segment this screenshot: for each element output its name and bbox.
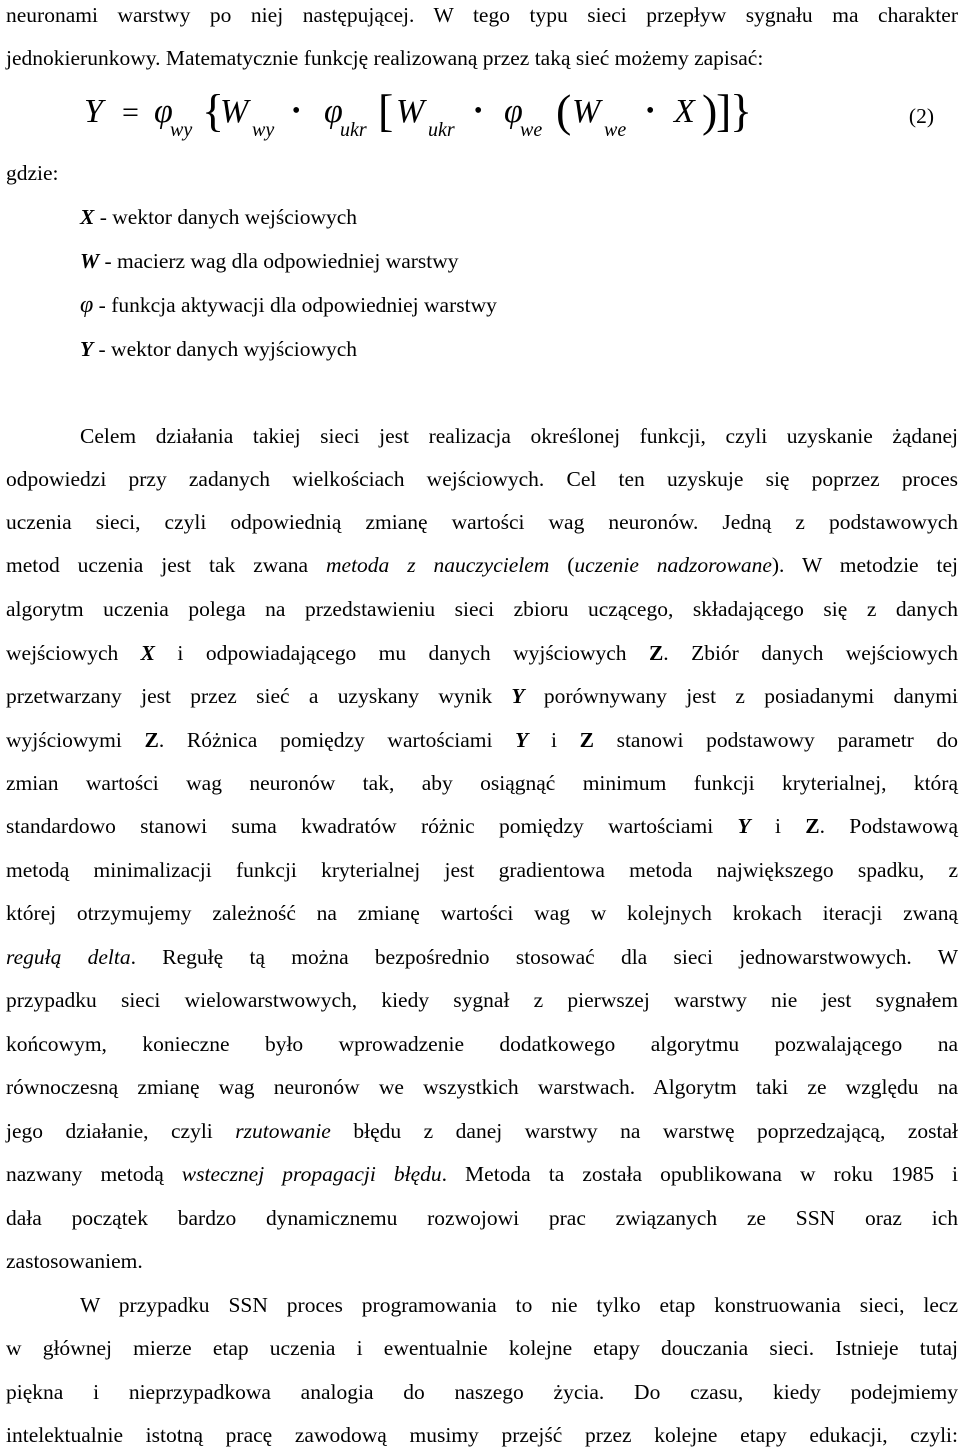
eq-dot-2: • bbox=[474, 98, 483, 124]
p1-line-14: przypadku sieci wielowarstwowych, kiedy sygnał z pierwszej warstwy nie jest sygnałem bbox=[6, 988, 958, 1012]
eq-phi-we: φ bbox=[504, 93, 523, 130]
p1-line-19: dała początek bardzo dynamicznemu rozwojowi prac związanych ze SSN oraz ich bbox=[6, 1206, 958, 1230]
equation-formula bbox=[84, 72, 960, 152]
eq-phi-ukr: φ bbox=[324, 93, 343, 130]
p1-line-3: uczenia sieci, czyli odpowiednią zmianę wartości wag neuronów. Jedną z podstawowych bbox=[6, 510, 958, 534]
p1-line-8: wyjściowymi Z. Różnica pomiędzy wartościami Y i Z stanowi podstawowy parametr do bbox=[6, 728, 958, 752]
p1-line-6: wejściowych X i odpowiadającego mu danych wyjściowych Z. Zbiór danych wejściowych bbox=[6, 641, 958, 665]
p1-line-18: nazwany metodą wstecznej propagacji błędu. Metoda ta została opublikowana w roku 1985 i bbox=[6, 1162, 958, 1186]
eq-dot-1: • bbox=[292, 98, 301, 124]
eq-sub-ukr-1: ukr bbox=[340, 119, 367, 141]
p1-line-11: metodą minimalizacji funkcji kryterialnej jest gradientowa metoda największego spadku, z bbox=[6, 858, 958, 882]
p1-line-15: końcowym, konieczne było wprowadzenie dodatkowego algorytmu pozwalającego na bbox=[6, 1032, 958, 1056]
eq-Y: Y bbox=[84, 93, 103, 130]
svg-text:(: ( bbox=[556, 85, 572, 136]
p1-line-4: metod uczenia jest tak zwana metoda z nauczycielem (uczenie nadzorowane). W metodzie tej bbox=[6, 553, 958, 577]
eq-W-ukr: W bbox=[396, 93, 425, 130]
eq-sub-wy-1: wy bbox=[170, 119, 193, 141]
eq-sub-ukr-2: ukr bbox=[428, 119, 455, 141]
eq-X: X bbox=[674, 93, 695, 130]
svg-text:]: ] bbox=[716, 85, 732, 136]
eq-sub-wy-2: wy bbox=[252, 119, 275, 141]
p1-line-2: odpowiedzi przy zadanych wielkościach wejściowych. Cel ten uzyskuje się poprzez proces bbox=[6, 467, 958, 491]
p1-line-17: jego działanie, czyli rzutowanie błędu z danej warstwy na warstwę poprzedzającą, został bbox=[6, 1119, 958, 1143]
p2-line-4: intelektualnie istotną pracę zawodową musimy przejść przez kolejne etapy edukacji, czyli: bbox=[6, 1423, 958, 1447]
definition-phi: φ - funkcja aktywacji dla odpowiedniej warstwy bbox=[80, 292, 497, 318]
intro-line-2: jednokierunkowy. Matematycznie funkcję realizowaną przez taką sieć możemy zapisać: bbox=[6, 46, 764, 70]
p1-line-1: Celem działania takiej sieci jest realizacja określonej funkcji, czyli uzyskanie żądanej bbox=[80, 424, 958, 448]
svg-text:}: } bbox=[730, 85, 753, 136]
p1-line-5: algorytm uczenia polega na przedstawieniu sieci zbioru uczącego, składającego się z danych bbox=[6, 597, 958, 621]
intro-line-1: neuronami warstwy po niej następującej. W tego typu sieci przepływ sygnału ma charakter bbox=[6, 3, 958, 27]
p2-line-3: piękna i nieprzypadkowa analogia do naszego życia. Do czasu, kiedy podejmiemy bbox=[6, 1380, 958, 1404]
p1-line-10: standardowo stanowi suma kwadratów różnic pomiędzy wartościami Y i Z. Podstawową bbox=[6, 814, 958, 838]
eq-dot-3: • bbox=[646, 98, 655, 124]
p1-line-13: regułą delta. Regułę tą można bezpośrednio stosować dla sieci jednowarstwowych. W bbox=[6, 945, 958, 969]
p1-line-7: przetwarzany jest przez sieć a uzyskany wynik Y porównywany jest z posiadanymi danymi bbox=[6, 684, 958, 708]
p2-line-1: W przypadku SSN proces programowania to nie tylko etap konstruowania sieci, lecz bbox=[80, 1293, 958, 1317]
eq-W-wy: W bbox=[220, 93, 249, 130]
definition-X: X - wektor danych wejściowych bbox=[80, 205, 358, 229]
p1-line-20: zastosowaniem. bbox=[6, 1249, 143, 1273]
eq-sub-we-2: we bbox=[604, 119, 627, 141]
svg-text:): ) bbox=[702, 85, 718, 136]
eq-phi-wy: φ bbox=[154, 93, 173, 130]
p1-line-12: której otrzymujemy zależność na zmianę wartości wag w kolejnych krokach iteracji zwaną bbox=[6, 901, 958, 925]
definition-Y: Y - wektor danych wyjściowych bbox=[80, 337, 358, 361]
p2-line-2: w głównej mierze etap uczenia i ewentualnie kolejne etapy douczania sieci. Istnieje tutaj bbox=[6, 1336, 958, 1360]
eq-equals: = bbox=[122, 96, 139, 129]
eq-W-we: W bbox=[572, 93, 601, 130]
p1-line-16: równoczesną zmianę wag neuronów we wszystkich warstwach. Algorytm taki ze względu na bbox=[6, 1075, 958, 1099]
equation-number: (2) bbox=[908, 104, 934, 128]
gdzie-label: gdzie: bbox=[6, 161, 59, 185]
equation-2 bbox=[84, 72, 960, 152]
eq-sub-we-1: we bbox=[520, 119, 543, 141]
p1-line-9: zmian wartości wag neuronów tak, aby osiągnąć minimum funkcji kryterialnej, którą bbox=[6, 771, 958, 795]
definition-W: W - macierz wag dla odpowiedniej warstwy bbox=[80, 249, 459, 273]
svg-text:[: [ bbox=[378, 85, 394, 136]
svg-text:{: { bbox=[202, 85, 225, 136]
